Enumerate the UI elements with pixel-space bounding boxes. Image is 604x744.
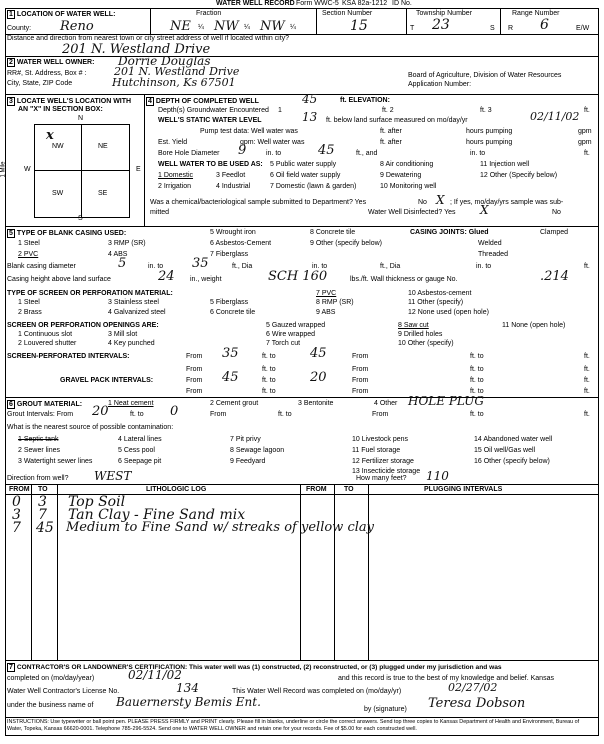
section-number-label: Section Number: [322, 10, 373, 17]
screen-label: TYPE OF SCREEN OR PERFORATION MATERIAL:: [7, 290, 173, 297]
use-10: 10 Monitoring well: [380, 183, 437, 190]
open-8: 8 Saw cut: [398, 322, 429, 329]
section1-title: 1 LOCATION OF WATER WELL:: [9, 11, 116, 18]
gw-label: Depth(s) Groundwater Encountered: [158, 107, 269, 114]
fraction-3: NW: [260, 19, 285, 34]
casing-label: 5 TYPE OF BLANK CASING USED:: [9, 230, 127, 237]
quadrant-se: SE: [98, 190, 108, 197]
casing-6: 6 Asbestos-Cement: [210, 240, 272, 247]
license-label: Water Well Contractor's License No.: [7, 688, 120, 695]
section3-title: 3 LOCATE WELL'S LOCATION WITH: [9, 98, 132, 105]
screen-8: 8 RMP (SR): [316, 299, 354, 306]
casing-3: 3 RMP (SR): [108, 240, 146, 247]
open-7: 7 Torch cut: [266, 340, 301, 347]
weight-label: in., weight: [190, 276, 222, 283]
casing-7: 7 Fiberglass: [210, 251, 249, 258]
grout-ft: ft.: [584, 411, 590, 418]
sp-ft-4: ft.: [584, 366, 590, 373]
lbs-label: lbs./ft. Wall thickness or gauge No.: [350, 276, 458, 283]
business-label: under the business name of: [7, 702, 94, 709]
sample-mitted: mitted: [150, 209, 170, 216]
mile-label: 1 Mile: [0, 161, 7, 178]
screen-12: 12 None used (open hole): [408, 309, 489, 316]
disinfected-label: Water Well Disinfected? Yes: [368, 209, 456, 216]
log-header-to-2: TO: [344, 486, 354, 493]
rule-log-col4: [334, 484, 335, 660]
sp-from-value: 35: [222, 346, 239, 361]
screen-2: 2 Brass: [18, 309, 42, 316]
license-value: 134: [176, 681, 199, 695]
rule-log-top: [5, 484, 599, 485]
address-value: 201 N. Westland Drive: [114, 65, 240, 78]
static-date: 02/11/02: [530, 110, 580, 123]
gauge-value: .214: [540, 269, 569, 284]
contam-15: 15 Oil well/Gas well: [474, 447, 536, 454]
pump-gpm: gpm: [578, 128, 592, 135]
joints-welded: Welded: [478, 240, 502, 247]
log-row-1-desc: Top Soil: [68, 494, 126, 510]
yield-gpm-end: gpm: [578, 139, 592, 146]
quadrant-nw: NW: [52, 143, 64, 150]
depth-value: 45: [302, 92, 318, 106]
sp-to-label: ft. to: [262, 353, 276, 360]
section2-title: 2 WATER WELL OWNER:: [9, 59, 95, 66]
open-6: 6 Wire wrapped: [266, 331, 316, 338]
log-row-2-to: 7: [38, 507, 47, 523]
quarter-1: ¼: [198, 24, 204, 31]
screen-5: 5 Fiberglass: [210, 299, 249, 306]
use-12: 12 Other (Specify below): [480, 172, 558, 179]
section-grid-h: [34, 170, 129, 171]
sp-to-3: ft. to: [262, 366, 276, 373]
howmany-label: How many feet?: [356, 475, 407, 482]
township-value: 23: [432, 17, 450, 33]
grout-from: 20: [92, 404, 109, 419]
use-6: 6 Oil field water supply: [270, 172, 341, 179]
log-header-lithologic: LITHOLOGIC LOG: [146, 486, 207, 493]
open-4: 4 Key punched: [108, 340, 155, 347]
township-label: Township Number: [416, 10, 473, 17]
log-header-from-2: FROM: [306, 486, 327, 493]
log-header-plugging: PLUGGING INTERVALS: [424, 486, 503, 493]
id-label: ID No.: [392, 0, 412, 7]
elevation-label: ft. ELEVATION:: [340, 97, 390, 104]
gp-from-3: From: [186, 388, 203, 395]
business-value: Bauernersty Bemis Ent.: [116, 695, 261, 709]
fraction-2: NW: [214, 19, 239, 34]
gp-to-4: ft. to: [470, 388, 484, 395]
diam-ft: ft.: [584, 263, 590, 270]
casing-5: 5 Wrought iron: [210, 229, 256, 236]
open-11: 11 None (open hole): [502, 322, 566, 329]
range-value: 6: [540, 17, 549, 33]
completed-label: completed on (mo/day/year): [7, 675, 95, 682]
contam-9: 9 Feedyard: [230, 458, 266, 465]
open-9: 9 Drilled holes: [398, 331, 443, 338]
completed-tail: and this record is true to the best of my knowledge and belief. Kansas: [338, 675, 554, 682]
yield-after: ft. after: [380, 139, 402, 146]
diam-ft-dia-1: ft., Dia: [232, 263, 253, 270]
use-1: 1 Domestic: [158, 172, 194, 179]
contam-5: 5 Cess pool: [118, 447, 155, 454]
contam-10: 10 Livestock pens: [352, 436, 409, 443]
rule-s1-b: [316, 8, 317, 34]
contam-12: 12 Fertilizer storage: [352, 458, 414, 465]
rule-s1-c: [406, 8, 407, 34]
direction-label: Direction from well?: [7, 475, 69, 482]
quadrant-sw: SW: [52, 190, 64, 197]
bore-label: Bore Hole Diameter: [158, 150, 220, 157]
joints-label: CASING JOINTS: Glued: [410, 229, 489, 236]
signature-label: by (signature): [364, 706, 407, 713]
ew-label: E/W: [576, 25, 590, 32]
bore-to-label: in. to: [266, 150, 282, 157]
distance-value: 201 N. Westland Drive: [62, 42, 211, 57]
log-row-1-from: 0: [12, 494, 21, 510]
contam-4: 4 Lateral lines: [118, 436, 162, 443]
height-value: 24: [158, 269, 175, 284]
location-mark: x: [46, 128, 54, 143]
sp-to-2: ft. to: [470, 353, 484, 360]
yield-hours: hours pumping: [466, 139, 513, 146]
casing-4: 4 ABS: [108, 251, 128, 258]
application-label: Application Number:: [408, 81, 472, 88]
compass-e: E: [136, 166, 141, 173]
contam-13: 13 Insecticide storage: [352, 468, 421, 475]
direction-value: WEST: [94, 469, 132, 483]
gw-ft: ft.: [584, 107, 590, 114]
use-8: 8 Air conditioning: [380, 161, 434, 168]
gw-1: 1: [278, 107, 282, 114]
grout-4: 4 Other: [374, 400, 398, 407]
grout-to-2: ft. to: [278, 411, 292, 418]
county-label: County:: [7, 25, 32, 32]
rule-s1-a: [150, 8, 151, 34]
screen-6: 6 Concrete tile: [210, 309, 256, 316]
record-date: 02/27/02: [448, 681, 498, 694]
distance-label: Distance and direction from nearest town or city street address of well if located within city?: [7, 35, 290, 42]
compass-w: W: [24, 166, 31, 173]
diam-ft-dia-2: ft., Dia: [380, 263, 401, 270]
rule-after-section4: [5, 226, 599, 227]
signature: Teresa Dobson: [428, 696, 526, 711]
static-tail: ft. below land surface measured on mo/day/yr: [326, 117, 468, 124]
depth-label: 4 DEPTH OF COMPLETED WELL: [148, 98, 259, 105]
gp-from-label: From: [186, 377, 203, 384]
casing-8: 8 Concrete tile: [310, 229, 356, 236]
rule-s1-d: [500, 8, 501, 34]
diam-to-3: in. to: [476, 263, 492, 270]
quadrant-ne: NE: [98, 143, 108, 150]
use-7: 7 Domestic (lawn & garden): [270, 183, 357, 190]
county-value: Reno: [60, 19, 94, 34]
screen-7: 7 PVC: [316, 290, 337, 297]
rule-after-log: [5, 660, 599, 661]
grout-to-3: ft. to: [470, 411, 484, 418]
height-label: Casing height above land surface: [7, 276, 111, 283]
diam-to-2: in. to: [312, 263, 328, 270]
log-row-3-desc: Medium to Fine Sand w/ streaks of yellow clay: [66, 520, 374, 535]
sp-ft-2: ft.: [584, 353, 590, 360]
contam-6: 6 Seepage pit: [118, 458, 162, 465]
screen-1: 1 Steel: [18, 299, 40, 306]
compass-n: N: [78, 115, 84, 122]
form-title: WATER WELL RECORD: [216, 0, 295, 7]
pump-hours: hours pumping: [466, 128, 513, 135]
grout-label: 6 GROUT MATERIAL:: [9, 401, 83, 408]
open-5: 5 Gauzed wrapped: [266, 322, 326, 329]
city-label: City, State, ZIP Code: [7, 80, 73, 87]
rule-section3-divider: [144, 94, 145, 226]
diam-label: Blank casing diameter: [7, 263, 76, 270]
contam-8: 8 Sewage lagoon: [230, 447, 285, 454]
fraction-1: NE: [170, 19, 191, 34]
bore-ft: ft.: [584, 150, 590, 157]
gp-from-value: 45: [222, 370, 239, 385]
rule-log-col5: [368, 484, 369, 660]
gp-ft-2: ft.: [584, 377, 590, 384]
log-header-to: TO: [38, 486, 48, 493]
sample-question: Was a chemical/bacteriological sample submitted to Department? Yes: [150, 199, 367, 206]
range-label: Range Number: [512, 10, 560, 17]
contam-3: 3 Watertight sewer lines: [18, 458, 93, 465]
contam-11: 11 Fuel storage: [352, 447, 401, 454]
sample-tail: ; If yes, mo/day/yrs sample was sub-: [450, 199, 564, 206]
section-number-value: 15: [350, 18, 368, 34]
gp-to-2: ft. to: [470, 377, 484, 384]
grout-2: 2 Cement grout: [210, 400, 259, 407]
gp-from-4: From: [352, 388, 369, 395]
bore-value: 9: [238, 143, 247, 158]
log-row-2-desc: Tan Clay - Fine Sand mix: [68, 507, 246, 523]
log-row-3-from: 7: [12, 520, 21, 536]
board-label: Board of Agriculture, Division of Water Resources: [408, 72, 562, 79]
diam-value: 5: [118, 256, 127, 271]
completed-value: 02/11/02: [128, 668, 182, 682]
rule-log-col1: [31, 484, 32, 660]
casing-1: 1 Steel: [18, 240, 40, 247]
yield-label: Est. Yield: [158, 139, 188, 146]
gp-to-value: 20: [310, 370, 327, 385]
log-row-3-to: 45: [36, 520, 54, 536]
use-9: 9 Dewatering: [380, 172, 422, 179]
gp-to-3: ft. to: [262, 388, 276, 395]
record-label: This Water Well Record was completed on (mo/day/yr): [232, 688, 402, 695]
city-value: Hutchinson, Ks 67501: [112, 76, 236, 89]
weight-value: SCH 160: [268, 269, 328, 284]
static-value: 13: [302, 110, 318, 124]
screen-11: 11 Other (specify): [408, 299, 464, 306]
log-header-from: FROM: [9, 486, 30, 493]
open-label: SCREEN OR PERFORATION OPENINGS ARE:: [7, 322, 159, 329]
screen-9: 9 ABS: [316, 309, 336, 316]
screen-10: 10 Asbestos-cement: [408, 290, 472, 297]
rule-log-col3: [300, 484, 301, 660]
open-1: 1 Continuous slot: [18, 331, 73, 338]
ksa-number: KSA 82a-1212: [342, 0, 388, 7]
owner-value: Dorrie Douglas: [118, 54, 211, 68]
t-label: T: [410, 25, 415, 32]
section3-title2: AN "X" IN SECTION BOX:: [18, 106, 103, 113]
gp-to-label: ft. to: [262, 377, 276, 384]
use-3: 3 Feedlot: [216, 172, 246, 179]
sp-to-4: ft. to: [470, 366, 484, 373]
yield-gpm: gpm: Well water was: [240, 139, 305, 146]
screen-3: 3 Stainless steel: [108, 299, 159, 306]
pump-after: ft. after: [380, 128, 402, 135]
rule-before-instructions: [5, 717, 599, 718]
rule-log-col2: [57, 484, 58, 660]
joints-clamped: Clamped: [540, 229, 569, 236]
disinfected-mark: X: [480, 203, 489, 217]
quarter-3: ¼: [290, 24, 296, 31]
diam-ft-value: 35: [192, 256, 209, 271]
grout-intervals-label: Grout Intervals: From: [7, 411, 74, 418]
sp-from-4: From: [352, 366, 369, 373]
gp-ft-4: ft.: [584, 388, 590, 395]
grout-to-label: ft. to: [130, 411, 144, 418]
sp-from-label: From: [186, 353, 203, 360]
log-row-2-from: 3: [12, 507, 21, 523]
sample-no-mark: X: [436, 193, 445, 207]
casing-9: 9 Other (specify below): [310, 240, 382, 247]
use-label: WELL WATER TO BE USED AS:: [158, 161, 263, 168]
diam-to: in. to: [148, 263, 164, 270]
use-11: 11 Injection well: [480, 161, 530, 168]
contam-14: 14 Abandoned water well: [474, 436, 553, 443]
s-label: S: [490, 25, 495, 32]
use-5: 5 Public water supply: [270, 161, 337, 168]
screen-4: 4 Galvanized steel: [108, 309, 166, 316]
contam-label: What is the nearest source of possible contamination:: [7, 424, 174, 431]
form-number: Form WWC-5: [296, 0, 339, 7]
contam-2: 2 Sewer lines: [18, 447, 61, 454]
gw-3: ft. 3: [480, 107, 492, 114]
use-4: 4 Industrial: [216, 183, 251, 190]
static-label: WELL'S STATIC WATER LEVEL: [158, 117, 262, 124]
sample-no: No: [418, 199, 427, 206]
joints-threaded: Threaded: [478, 251, 508, 258]
address-label: RR#, St. Address, Box # :: [7, 70, 87, 77]
contam-1: 1 Septic tank: [18, 436, 59, 443]
grout-1: 1 Neat cement: [108, 400, 154, 407]
contam-7: 7 Pit privy: [230, 436, 261, 443]
fraction-label: Fraction: [196, 10, 222, 17]
cert-text: 7 CONTRACTOR'S OR LANDOWNER'S CERTIFICATION: This water well was (1) constructed, (2) reconstructed, or (3) plugged under my jurisdiction and was: [9, 664, 502, 671]
contam-16: 16 Other (specify below): [474, 458, 550, 465]
grout-3: 3 Bentonite: [298, 400, 334, 407]
open-10: 10 Other (specify): [398, 340, 454, 347]
gp-from-2: From: [352, 377, 369, 384]
quarter-2: ¼: [244, 24, 250, 31]
bore-to-value: 45: [318, 143, 335, 158]
sp-from-2: From: [352, 353, 369, 360]
open-3: 3 Mill slot: [108, 331, 138, 338]
instructions: INSTRUCTIONS: Use typewriter or ball point pen. PLEASE PRESS FIRMLY and PRINT clearly. Please fill in blanks, underline or circle the correct answers. Send top three copies to Kansas Department of Health and Environment, Bureau of Water, Topeka, Kansas 66620-0001. Telephone 785-296-5524. Send one to WATER WELL OWNER and retain one for your records. Fee of $5.00 for each constructed well.: [7, 719, 580, 732]
grout-from-2: From: [210, 411, 227, 418]
open-2: 2 Louvered shutter: [18, 340, 77, 347]
pump-label: Pump test data: Well water was: [200, 128, 298, 135]
grout-other: HOLE PLUG: [408, 394, 484, 408]
gp-label: GRAVEL PACK INTERVALS:: [60, 377, 154, 384]
grout-from-3: From: [372, 411, 389, 418]
gw-2: ft. 2: [382, 107, 394, 114]
bore-and: ft., and: [356, 150, 378, 157]
howmany-value: 110: [426, 469, 449, 483]
use-2: 2 Irrigation: [158, 183, 192, 190]
casing-2: 2 PVC: [18, 251, 39, 258]
sp-from-3: From: [186, 366, 203, 373]
log-row-1-to: 3: [38, 494, 47, 510]
sp-to-value: 45: [310, 346, 327, 361]
rule-after-section5: [5, 397, 599, 398]
sp-label: SCREEN-PERFORATED INTERVALS:: [7, 353, 130, 360]
bore-in-to: in. to: [470, 150, 486, 157]
compass-s: S: [78, 215, 83, 222]
grout-to: 0: [170, 404, 179, 419]
disinfected-no: No: [552, 209, 561, 216]
r-label: R: [508, 25, 514, 32]
